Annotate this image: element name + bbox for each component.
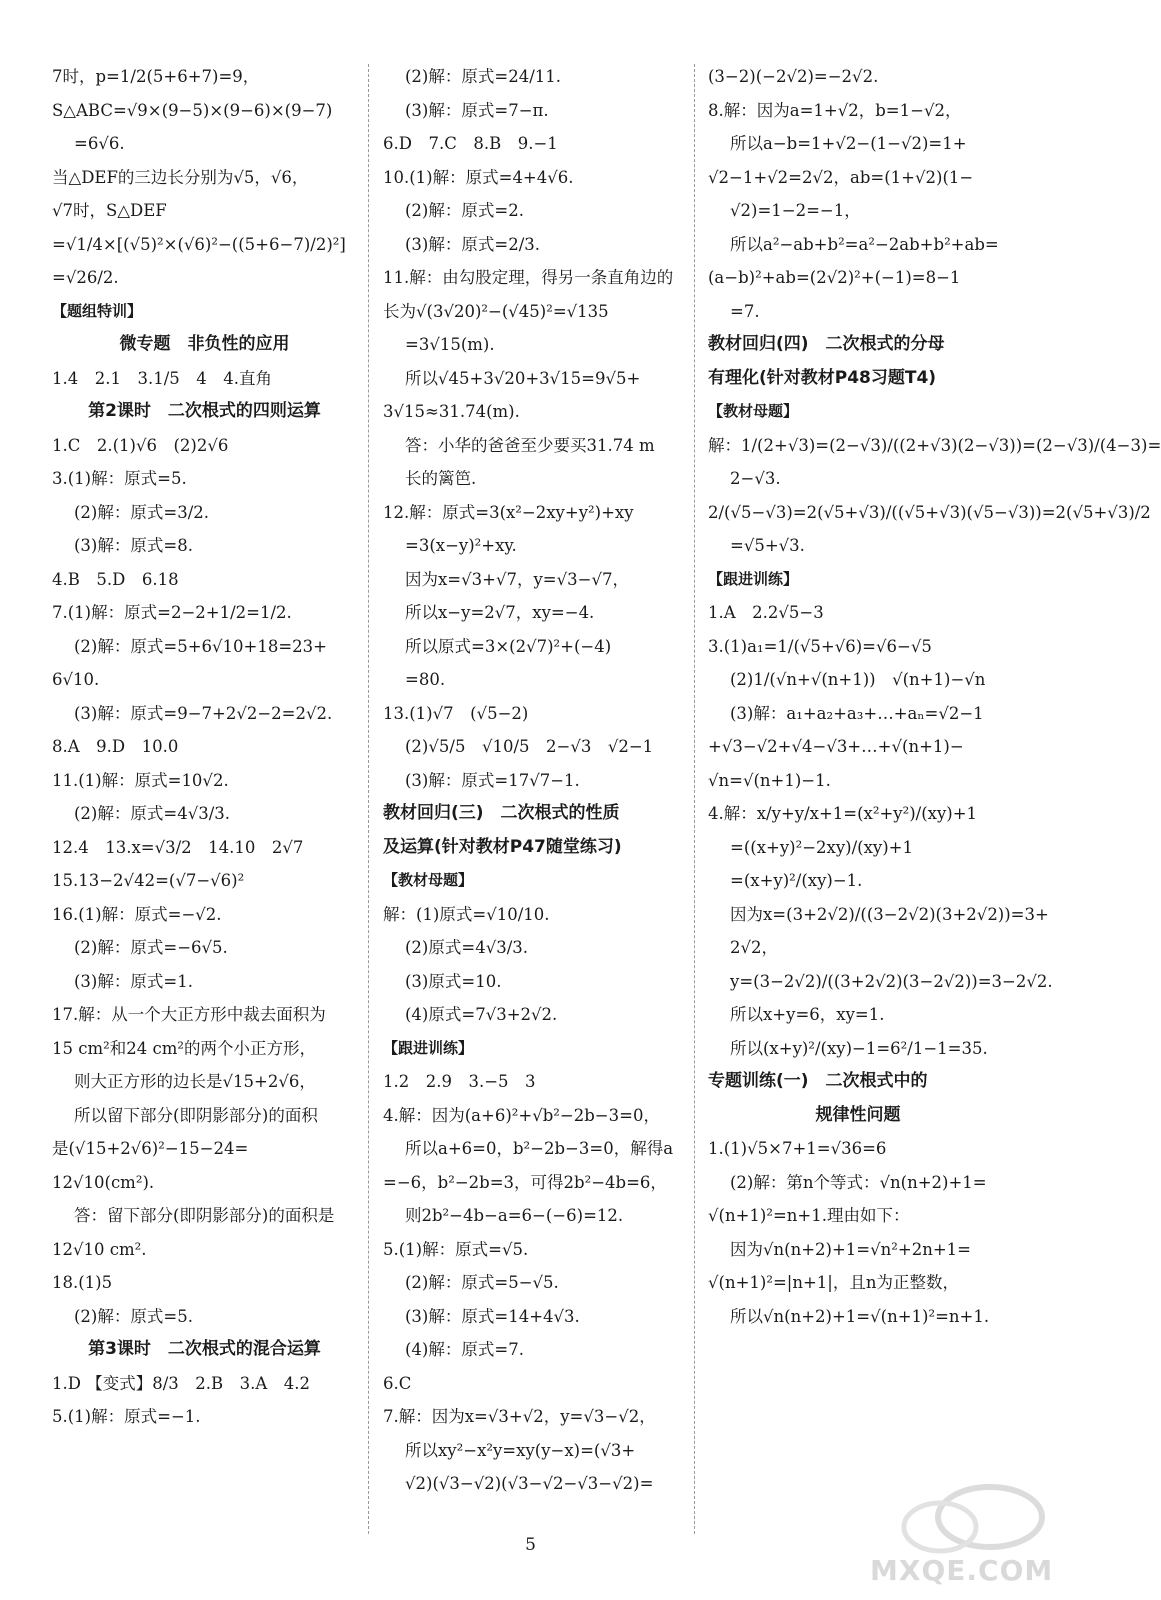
answer-line: (2)√5/5 √10/5 2−√3 √2−1 (405, 737, 654, 756)
answer-line: =−6，b²−2b=3，可得2b²−4b=6， (383, 1172, 667, 1192)
answer-line: 13.(1)√7 (√5−2) (383, 703, 529, 723)
answer-line: 3.(1)解：原式=5. (52, 469, 187, 488)
column-divider-right (694, 64, 695, 1534)
answer-line: =((x+y)²−2xy)/(xy)+1 (730, 837, 913, 857)
answer-line: 【教材母题】 (383, 871, 474, 889)
answer-line: 12.解：原式=3(x²−2xy+y²)+xy (383, 502, 634, 522)
answer-line: 3.(1)a₁=1/(√5+√6)=√6−√5 (708, 636, 932, 656)
answer-line: √7时，S△DEF (52, 201, 167, 220)
answer-line: =(x+y)²/(xy)−1. (730, 871, 863, 890)
answer-line: 微专题 非负性的应用 (119, 334, 290, 354)
answer-line: 4.解：x/y+y/x+1=(x²+y²)/(xy)+1 (708, 804, 978, 823)
answer-line: 所以x+y=6，xy=1. (730, 1005, 885, 1024)
answer-line: =80. (405, 670, 446, 689)
answer-line: (3)解：原式=17√7−1. (405, 770, 580, 790)
answer-line: 因为√n(n+2)+1=√n²+2n+1= (730, 1239, 971, 1259)
answer-column-middle (383, 60, 683, 1501)
answer-line: 则2b²−4b−a=6−(−6)=12. (405, 1206, 624, 1225)
answer-line: 1.2 2.9 3.−5 3 (383, 1072, 536, 1091)
answer-line: 12.4 13.x=√3/2 14.10 2√7 (52, 837, 304, 857)
answer-line: 7.解：因为x=√3+√2，y=√3−√2， (383, 1407, 656, 1426)
answer-line: (2)解：原式=24/11. (405, 67, 561, 86)
answer-line: 答：小华的爸爸至少要买31.74 m (405, 435, 655, 455)
answer-line: (3)解：原式=1. (74, 971, 193, 991)
answer-line: 解：(1)原式=√10/10. (383, 904, 550, 924)
answer-line: 教材回归(四) 二次根式的分母 (708, 334, 945, 354)
answer-line: 16.(1)解：原式=−√2. (52, 904, 222, 924)
answer-line: =√26/2. (52, 268, 119, 287)
answer-line: (2)解：原式=5. (74, 1306, 193, 1326)
answer-line: 2/(√5−√3)=2(√5+√3)/((√5+√3)(√5−√3))=2(√5+√3)/2 (708, 502, 1151, 522)
answer-line: 专题训练(一) 二次根式中的 (708, 1071, 928, 1091)
answer-line: =6√6. (74, 134, 125, 153)
answer-line: =√5+√3. (730, 536, 805, 555)
answer-line: 5.(1)解：原式=−1. (52, 1407, 201, 1426)
answer-line: 17.解：从一个大正方形中裁去面积为 (52, 1005, 326, 1024)
answer-line: 所以(x+y)²/(xy)−1=6²/1−1=35. (730, 1038, 988, 1058)
answer-line: 当△DEF的三边长分别为√5，√6， (52, 167, 309, 187)
answer-line: (2)解：原式=5+6√10+18=23+ (74, 636, 327, 656)
watermark-url: MXQE.COM (870, 1554, 1054, 1587)
answer-line: 1.A 2.2√5−3 (708, 603, 824, 622)
answer-line: +√3−√2+√4−√3+…+√(n+1)− (708, 737, 964, 756)
answer-line: 12√10(cm²). (52, 1172, 155, 1192)
answer-line: (4)原式=7√3+2√2. (405, 1005, 558, 1024)
answer-line: =√1/4×[(√5)²×(√6)²−((5+6−7)/2)²] (52, 234, 346, 254)
answer-line: 所以a²−ab+b²=a²−2ab+b²+ab= (730, 234, 999, 254)
answer-line: 1.4 2.1 3.1/5 4 4.直角 (52, 368, 273, 388)
answer-line: 所以a−b=1+√2−(1−√2)=1+ (730, 134, 967, 153)
answer-line: 1.D 【变式】8/3 2.B 3.A 4.2 (52, 1373, 311, 1393)
answer-line: (2)解：原式=3/2. (74, 502, 209, 522)
answer-line: 及运算(针对教材P47随堂练习) (383, 836, 622, 857)
answer-line: 第3课时 二次根式的混合运算 (88, 1339, 321, 1359)
answer-line: 18.(1)5 (52, 1273, 113, 1292)
answer-line: 【跟进训练】 (708, 569, 799, 588)
answer-line: √(n+1)²=n+1.理由如下： (708, 1206, 910, 1225)
answer-line: 12√10 cm². (52, 1239, 147, 1259)
answer-line: =3(x−y)²+xy. (405, 536, 517, 555)
answer-line: 答：留下部分(即阴影部分)的面积是 (74, 1206, 335, 1225)
answer-line: 长的篱笆. (405, 469, 477, 488)
answer-line: 1.C 2.(1)√6 (2)2√6 (52, 435, 229, 455)
answer-line: 所以x−y=2√7，xy=−4. (405, 603, 595, 622)
answer-line: (3)解：a₁+a₂+a₃+…+aₙ=√2−1 (730, 703, 984, 723)
answer-line: √(n+1)²=|n+1|，且n为正整数， (708, 1273, 959, 1292)
answer-line: 2√2， (730, 938, 779, 957)
answer-line: 7时，p=1/2(5+6+7)=9， (52, 67, 260, 86)
answer-line: S△ABC=√9×(9−5)×(9−6)×(9−7) (52, 100, 333, 120)
answer-line: 解：1/(2+√3)=(2−√3)/((2+√3)(2−√3))=(2−√3)/(4−3)= (708, 435, 1161, 455)
answer-line: 10.(1)解：原式=4+4√6. (383, 167, 574, 187)
answer-line: 因为x=(3+2√2)/((3−2√2)(3+2√2))=3+ (730, 904, 1049, 924)
answer-line: (3)解：原式=8. (74, 536, 193, 555)
answer-line: (4)解：原式=7. (405, 1340, 524, 1359)
answer-line: 6.D 7.C 8.B 9.−1 (383, 134, 558, 153)
answer-line: (3)解：原式=14+4√3. (405, 1306, 580, 1326)
answer-line: 所以√45+3√20+3√15=9√5+ (405, 368, 641, 388)
answer-line: (a−b)²+ab=(2√2)²+(−1)=8−1 (708, 268, 961, 287)
column-divider-left (368, 64, 369, 1534)
page-number: 5 (525, 1535, 536, 1555)
answer-line: 15 cm²和24 cm²的两个小正方形， (52, 1038, 316, 1058)
answer-line: 8.A 9.D 10.0 (52, 737, 179, 756)
answer-line: 第2课时 二次根式的四则运算 (88, 401, 321, 421)
answer-line: (2)解：第n个等式：√n(n+2)+1= (730, 1172, 987, 1192)
answer-line: 1.(1)√5×7+1=√36=6 (708, 1139, 887, 1158)
answer-line: (2)原式=4√3/3. (405, 938, 529, 957)
answer-line: 7.(1)解：原式=2−2+1/2=1/2. (52, 603, 292, 622)
answer-line: 5.(1)解：原式=√5. (383, 1239, 529, 1259)
answer-line: (2)解：原式=−6√5. (74, 938, 228, 957)
answer-line: (3)解：原式=7−π. (405, 100, 549, 120)
answer-line: 4.B 5.D 6.18 (52, 569, 179, 589)
answer-line: 教材回归(三) 二次根式的性质 (383, 803, 620, 823)
answer-line: 长为√(3√20)²−(√45)²=√135 (383, 301, 609, 321)
answer-line: (2)解：原式=4√3/3. (74, 804, 231, 823)
answer-line: 8.解：因为a=1+√2，b=1−√2， (708, 100, 962, 120)
answer-line: 3√15≈31.74(m). (383, 402, 520, 421)
answer-line: 【教材母题】 (708, 402, 799, 420)
answer-line: 则大正方形的边长是√15+2√6， (74, 1072, 316, 1091)
answer-line: (2)解：原式=5−√5. (405, 1273, 559, 1292)
answer-line: 15.13−2√42=(√7−√6)² (52, 871, 245, 890)
answer-line: (2)解：原式=2. (405, 201, 524, 220)
answer-line: 因为x=√3+√7，y=√3−√7， (405, 569, 629, 589)
answer-line: √2−1+√2=2√2，ab=(1+√2)(1− (708, 167, 974, 187)
answer-line: √n=√(n+1)−1. (708, 770, 831, 790)
answer-line: 所以a+6=0，b²−2b−3=0，解得a (405, 1139, 674, 1158)
answer-line: (2)1/(√n+√(n+1)) √(n+1)−√n (730, 670, 986, 689)
answer-line: =7. (730, 301, 760, 321)
answer-line: √2)=1−2=−1， (730, 201, 861, 220)
answer-line: 【跟进训练】 (383, 1038, 474, 1057)
answer-line: 11.解：由勾股定理，得另一条直角边的 (383, 268, 674, 287)
answer-line: 所以原式=3×(2√7)²+(−4) (405, 636, 612, 656)
watermark-logo (870, 1475, 1054, 1593)
answer-line: y=(3−2√2)/((3+2√2)(3−2√2))=3−2√2. (730, 971, 1053, 991)
answer-line: 规律性问题 (815, 1104, 901, 1125)
answer-column-right (708, 60, 1161, 1333)
answer-line: 所以xy²−x²y=xy(y−x)=(√3+ (405, 1440, 636, 1460)
answer-line: 6√10. (52, 670, 100, 689)
answer-line: 6.C (383, 1373, 412, 1393)
answer-line: √2)(√3−√2)(√3−√2−√3−√2)= (405, 1474, 654, 1493)
answer-line: =3√15(m). (405, 335, 495, 354)
answer-line: (3−2)(−2√2)=−2√2. (708, 67, 879, 86)
answer-line: 所以留下部分(即阴影部分)的面积 (74, 1105, 318, 1125)
answer-line: 有理化(针对教材P48习题T4) (708, 367, 937, 388)
answer-column-left (52, 60, 357, 1434)
answer-line: 是(√15+2√6)²−15−24= (52, 1139, 249, 1158)
answer-line: 所以√n(n+2)+1=√(n+1)²=n+1. (730, 1306, 990, 1326)
answer-line: 11.(1)解：原式=10√2. (52, 770, 229, 790)
answer-line: (3)解：原式=9−7+2√2−2=2√2. (74, 703, 333, 723)
answer-line: 4.解：因为(a+6)²+√b²−2b−3=0， (383, 1105, 660, 1125)
answer-line: 2−√3. (730, 469, 781, 488)
answer-line: (3)解：原式=2/3. (405, 234, 540, 254)
answer-line: (3)原式=10. (405, 971, 502, 991)
answer-line: 【题组特训】 (52, 301, 143, 320)
